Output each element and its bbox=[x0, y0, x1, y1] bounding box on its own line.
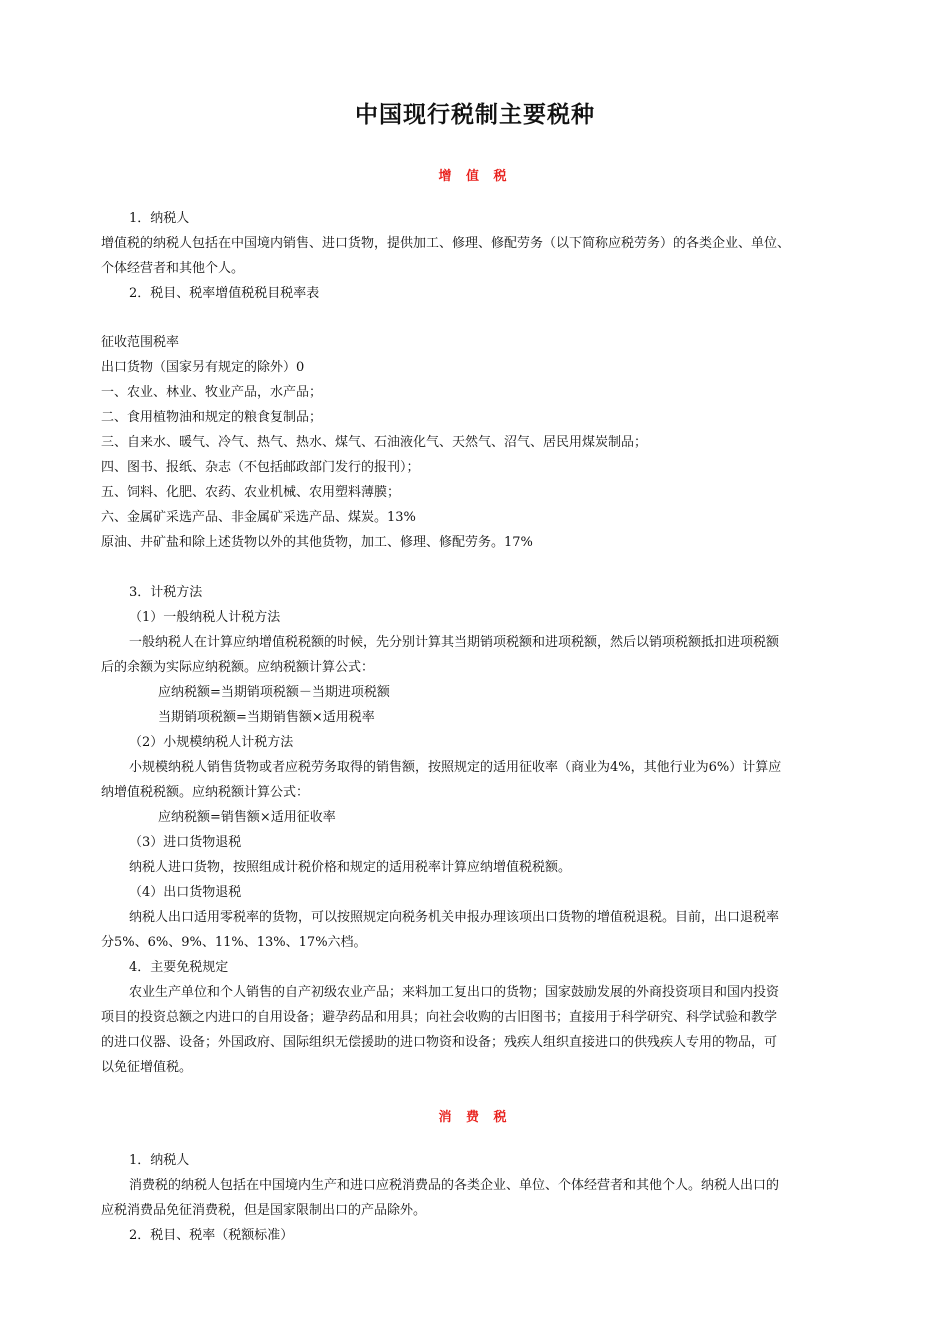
paragraph-line: 纳税人进口货物，按照组成计税价格和规定的适用税率计算应纳增值税税额。 bbox=[129, 860, 572, 875]
ct-item-taxpayer: 1．纳税人 bbox=[129, 1153, 190, 1168]
document-title: 中国现行税制主要税种 bbox=[355, 102, 595, 128]
paragraph-line: 以免征增值税。 bbox=[101, 1060, 193, 1075]
formula: 应纳税额=当期销项税额－当期进项税额 bbox=[158, 685, 390, 700]
paragraph-line: 个体经营者和其他个人。 bbox=[101, 261, 245, 276]
paragraph-line: 一般纳税人在计算应纳增值税税额的时候，先分别计算其当期销项税额和进项税额，然后以销项税额抵扣进项税额 bbox=[129, 635, 780, 650]
paragraph-line: 的进口仪器、设备；外国政府、国际组织无偿援助的进口物资和设备；残疾人组织直接进口的供残疾人专用的物品，可 bbox=[101, 1035, 778, 1050]
subheading: （1）一般纳税人计税方法 bbox=[129, 610, 281, 625]
rate-table-row: 二、食用植物油和规定的粮食复制品； bbox=[101, 410, 323, 425]
paragraph-line: 消费税的纳税人包括在中国境内生产和进口应税消费品的各类企业、单位、个体经营者和其他个人。纳税人出口的 bbox=[129, 1178, 780, 1193]
subheading: （4）出口货物退税 bbox=[129, 885, 242, 900]
paragraph-line: 项目的投资总额之内进口的自用设备；避孕药品和用具；向社会收购的古旧图书；直接用于科学研究、科学试验和教学 bbox=[101, 1010, 778, 1025]
section-heading-vat: 增 值 税 bbox=[438, 169, 512, 184]
rate-table-row: 六、金属矿采选产品、非金属矿采选产品、煤炭。13% bbox=[101, 510, 416, 525]
rate-table-row: 五、饲料、化肥、农药、农业机械、农用塑料薄膜； bbox=[101, 485, 401, 500]
formula: 当期销项税额=当期销售额×适用税率 bbox=[158, 710, 375, 725]
rate-table-row: 原油、井矿盐和除上述货物以外的其他货物，加工、修理、修配劳务。17% bbox=[101, 535, 533, 550]
paragraph-line: 纳增值税税额。应纳税额计算公式： bbox=[101, 785, 310, 800]
paragraph-line: 应税消费品免征消费税，但是国家限制出口的产品除外。 bbox=[101, 1203, 427, 1218]
paragraph-line: 分5%、6%、9%、11%、13%、17%六档。 bbox=[101, 935, 367, 950]
vat-item-calculation: 3．计税方法 bbox=[129, 585, 203, 600]
paragraph-line: 纳税人出口适用零税率的货物，可以按照规定向税务机关申报办理该项出口货物的增值税退税。目前，出口退税率 bbox=[129, 910, 780, 925]
paragraph-line: 农业生产单位和个人销售的自产初级农业产品；来料加工复出口的货物；国家鼓励发展的外商投资项目和国内投资 bbox=[129, 985, 780, 1000]
rate-table-row: 一、农业、林业、牧业产品，水产品； bbox=[101, 385, 323, 400]
rate-table-row: 三、自来水、暖气、冷气、热气、热水、煤气、石油液化气、天然气、沼气、居民用煤炭制品； bbox=[101, 435, 648, 450]
paragraph-line: 后的余额为实际应纳税额。应纳税额计算公式： bbox=[101, 660, 375, 675]
rate-table-header: 征收范围税率 bbox=[101, 335, 180, 350]
ct-item-tax-rates: 2．税目、税率（税额标准） bbox=[129, 1228, 294, 1243]
vat-item-exemptions: 4．主要免税规定 bbox=[129, 960, 229, 975]
rate-table-row: 出口货物（国家另有规定的除外）0 bbox=[101, 360, 305, 375]
paragraph-line: 增值税的纳税人包括在中国境内销售、进口货物，提供加工、修理、修配劳务（以下简称应税劳务）的各类企业、单位、 bbox=[101, 236, 791, 251]
formula: 应纳税额=销售额×适用征收率 bbox=[158, 810, 336, 825]
section-heading-consumption-tax: 消 费 税 bbox=[438, 1110, 512, 1125]
subheading: （2）小规模纳税人计税方法 bbox=[129, 735, 294, 750]
paragraph-line: 小规模纳税人销售货物或者应税劳务取得的销售额，按照规定的适用征收率（商业为4%，其他行业为6%）计算应 bbox=[129, 760, 782, 775]
rate-table-row: 四、图书、报纸、杂志（不包括邮政部门发行的报刊）； bbox=[101, 460, 420, 475]
subheading: （3）进口货物退税 bbox=[129, 835, 242, 850]
vat-item-tax-rates: 2．税目、税率增值税税目税率表 bbox=[129, 286, 320, 301]
vat-item-taxpayer: 1．纳税人 bbox=[129, 211, 190, 226]
